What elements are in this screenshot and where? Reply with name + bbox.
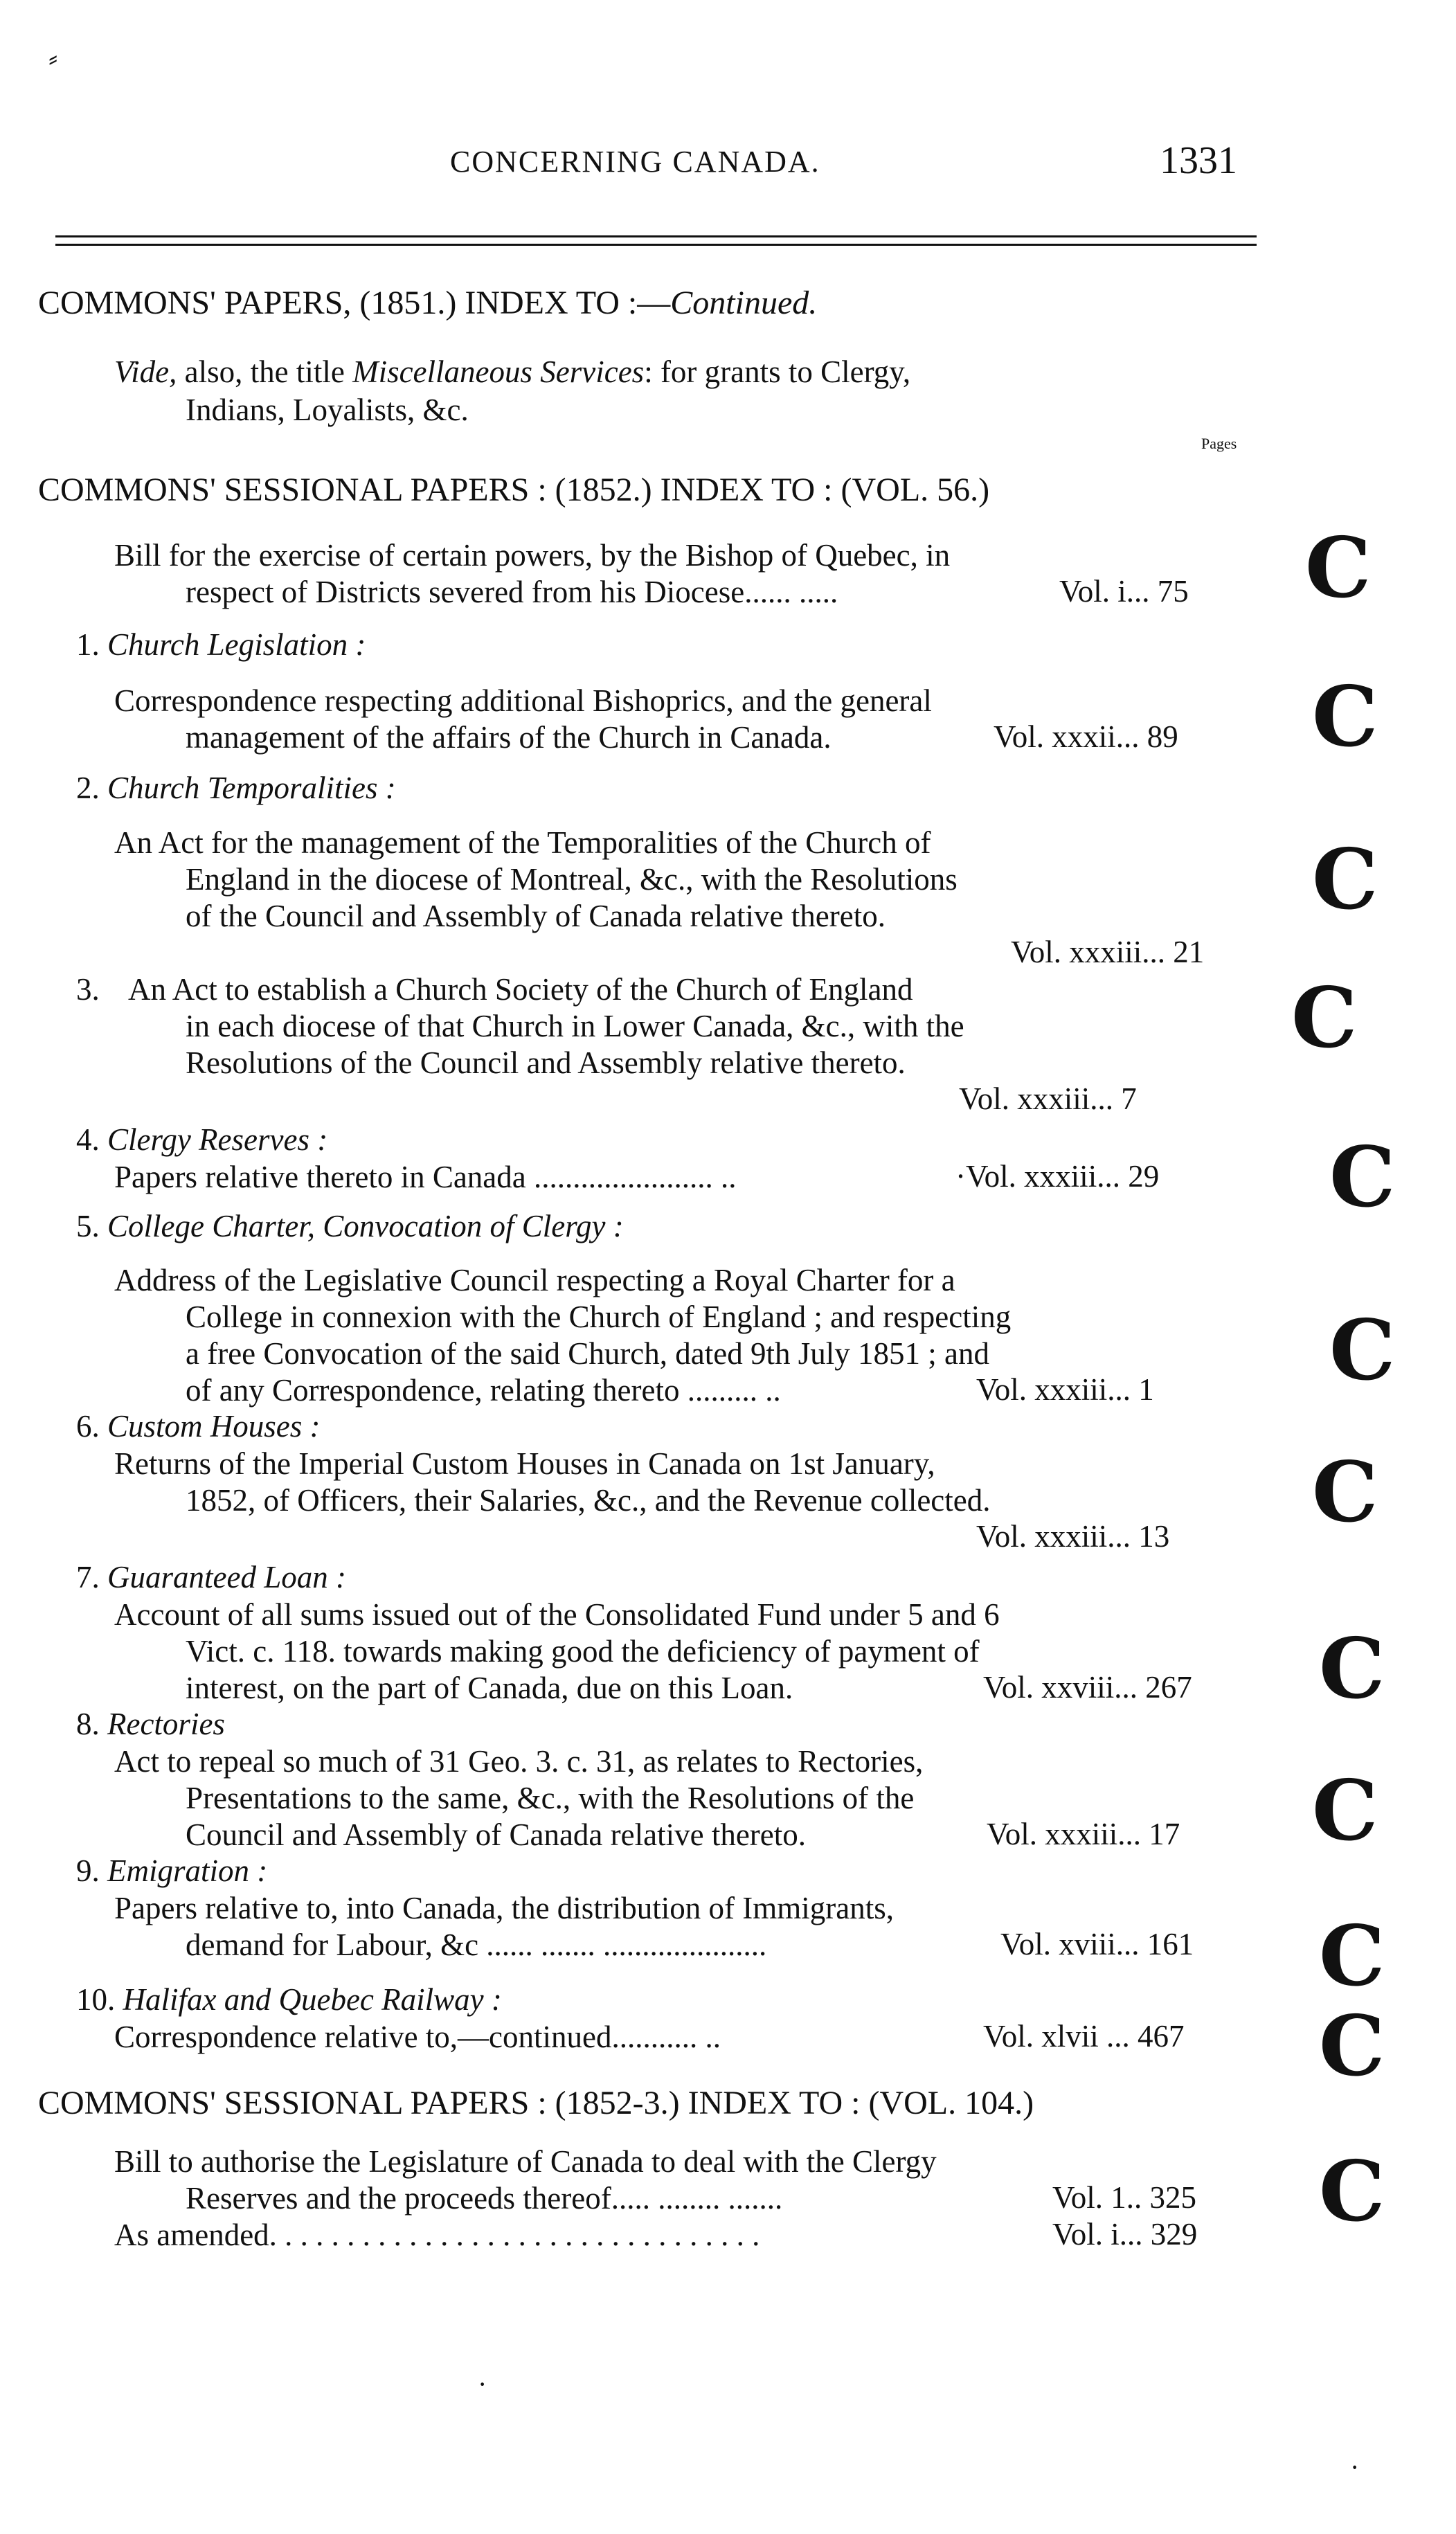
category-label: Emigration :: [107, 1853, 268, 1888]
volume-ref: Vol. 1.. 325: [1052, 2180, 1196, 2215]
intro-line-2: respect of Districts severed from his Diocese...... .....: [186, 575, 838, 609]
handwritten-c-mark-icon: C: [1319, 1907, 1385, 2005]
entry-line: An Act for the management of the Temporalities of the Church of: [114, 825, 931, 860]
handwritten-c-mark-icon: C: [1312, 1444, 1378, 1541]
category-heading: [76, 1706, 225, 1742]
intro-line-1: Bill for the exercise of certain powers, by the Bishop of Quebec, in: [114, 538, 951, 573]
heading-continued: Continued.: [670, 285, 818, 321]
item-number: 3.: [76, 972, 100, 1007]
entry-line: Bill to authorise the Legislature of Canada to deal with the Clergy: [114, 2144, 937, 2179]
volume-ref: ·Vol. xxxiii... 29: [955, 1159, 1160, 1194]
volume-ref: Vol. xxxiii... 21: [1011, 935, 1205, 969]
vide-word: Vide,: [114, 354, 177, 389]
header-rule: [55, 235, 1257, 237]
category-label: Guaranteed Loan :: [107, 1560, 346, 1594]
category-label: Halifax and Quebec Railway :: [123, 1982, 502, 2017]
item-number: 5.: [76, 1209, 100, 1243]
category-label: College Charter, Convocation of Clergy :: [107, 1209, 624, 1243]
item-number: 9.: [76, 1853, 100, 1888]
handwritten-c-mark-icon: C: [1329, 1302, 1396, 1399]
vide-mid: also, the title: [177, 354, 353, 389]
entry-line: College in connexion with the Church of England ; and respecting: [186, 1300, 1012, 1334]
item-number: 1.: [76, 627, 100, 662]
volume-ref: Vol. xxxiii... 7: [959, 1081, 1137, 1116]
entry-line: demand for Labour, &c ...... ....... .....................: [186, 1928, 767, 1962]
entry-line: Reserves and the proceeds thereof..... ........ .......: [186, 2181, 783, 2216]
entry-line: Council and Assembly of Canada relative thereto.: [186, 1817, 807, 1852]
category-heading: [76, 627, 366, 663]
handwritten-c-mark-icon: C: [1312, 1762, 1378, 1860]
entry-line: of any Correspondence, relating thereto ......... ..: [186, 1373, 781, 1408]
page-speck: ·: [1350, 2452, 1360, 2483]
volume-ref: Vol. xxxiii... 13: [976, 1519, 1170, 1554]
section-heading-1851: [38, 284, 817, 322]
corner-speck: ⸗: [48, 42, 58, 73]
handwritten-c-mark-icon: C: [1319, 2143, 1385, 2240]
pages-label: Pages: [1201, 435, 1237, 452]
vide-line: [114, 353, 910, 390]
volume-ref: Vol. xlvii ... 467: [983, 2019, 1185, 2054]
category-heading: [76, 1122, 327, 1158]
entry-line: As amended. . . . . . . . . . . . . . . . . . . . . . . . . . . . . . . .: [114, 2218, 760, 2252]
handwritten-c-mark-icon: C: [1319, 1620, 1385, 1718]
section-heading-1852: COMMONS' SESSIONAL PAPERS : (1852.) INDEX TO : (VOL. 56.): [38, 471, 990, 508]
entry-line: Account of all sums issued out of the Consolidated Fund under 5 and 6: [114, 1597, 1000, 1632]
vide-line-2: Indians, Loyalists, &c.: [186, 393, 469, 427]
header-rule-2: [55, 244, 1257, 246]
handwritten-c-mark-icon: C: [1319, 1997, 1385, 2095]
entry-line: of the Council and Assembly of Canada relative thereto.: [186, 899, 886, 933]
running-header: CONCERNING CANADA.: [450, 145, 820, 179]
item-number: 2.: [76, 771, 100, 805]
entry-line: Papers relative thereto in Canada ....................... ..: [114, 1160, 737, 1194]
section-heading-1852-3: COMMONS' SESSIONAL PAPERS : (1852-3.) INDEX TO : (VOL. 104.): [38, 2085, 1034, 2121]
item-number: 4.: [76, 1122, 100, 1157]
entry-line: Act to repeal so much of 31 Geo. 3. c. 31, as relates to Rectories,: [114, 1744, 924, 1779]
entry-line: England in the diocese of Montreal, &c., with the Resolutions: [186, 862, 958, 897]
entry-line: An Act to establish a Church Society of the Church of England: [128, 972, 913, 1007]
category-heading: [76, 1982, 502, 2018]
item-number: 7.: [76, 1560, 100, 1594]
category-label: Church Temporalities :: [107, 771, 396, 805]
entry-line: interest, on the part of Canada, due on this Loan.: [186, 1671, 793, 1705]
entry-line: Correspondence relative to,—continued........... ..: [114, 2020, 721, 2054]
item-number: 10.: [76, 1982, 116, 2017]
volume-ref: Vol. xxviii... 267: [983, 1670, 1192, 1705]
volume-ref: Vol. xxxiii... 17: [987, 1817, 1180, 1851]
category-heading: [76, 1559, 346, 1595]
handwritten-c-mark-icon: C: [1305, 519, 1372, 617]
volume-ref: Vol. xxxiii... 1: [976, 1372, 1154, 1407]
vide-rest: : for grants to Clergy,: [644, 354, 911, 389]
handwritten-c-mark-icon: C: [1312, 668, 1378, 766]
entry-line: Returns of the Imperial Custom Houses in Canada on 1st January,: [114, 1446, 935, 1481]
intro-volume-ref: Vol. i... 75: [1059, 574, 1189, 609]
volume-ref: Vol. xxxii... 89: [994, 719, 1178, 754]
entry-line: in each diocese of that Church in Lower Canada, &c., with the: [186, 1009, 964, 1043]
category-heading: [76, 1408, 321, 1444]
heading-text: COMMONS' PAPERS, (1851.) INDEX TO :—: [38, 285, 671, 321]
category-label: Custom Houses :: [107, 1409, 321, 1444]
entry-line: Presentations to the same, &c., with the Resolutions of the: [186, 1781, 915, 1815]
handwritten-c-mark-icon: C: [1312, 831, 1378, 928]
item-number: 6.: [76, 1409, 100, 1444]
volume-ref: Vol. i... 329: [1052, 2217, 1198, 2252]
handwritten-c-mark-icon: C: [1291, 969, 1358, 1067]
category-label: Church Legislation :: [107, 627, 366, 662]
entry-line: Vict. c. 118. towards making good the deficiency of payment of: [186, 1634, 980, 1669]
entry-line: Correspondence respecting additional Bishoprics, and the general: [114, 683, 932, 718]
page-speck: ·: [478, 2369, 487, 2400]
category-heading: [76, 1208, 624, 1244]
entry-line: Papers relative to, into Canada, the distribution of Immigrants,: [114, 1891, 895, 1925]
entry-line: Address of the Legislative Council respecting a Royal Charter for a: [114, 1263, 955, 1297]
entry-line: a free Convocation of the said Church, dated 9th July 1851 ; and: [186, 1336, 989, 1371]
page-number: 1331: [1160, 139, 1237, 182]
volume-ref: Vol. xviii... 161: [1000, 1927, 1194, 1961]
item-number: 8.: [76, 1707, 100, 1741]
category-label: Clergy Reserves :: [107, 1122, 328, 1157]
entry-line: 1852, of Officers, their Salaries, &c., and the Revenue collected.: [186, 1483, 991, 1518]
category-heading: [76, 770, 396, 806]
entry-line: management of the affairs of the Church in Canada.: [186, 720, 832, 755]
vide-title: Miscellaneous Services: [352, 354, 645, 389]
handwritten-c-mark-icon: C: [1329, 1129, 1396, 1226]
entry-line: Resolutions of the Council and Assembly relative thereto.: [186, 1045, 906, 1080]
category-label: Rectories: [107, 1707, 225, 1741]
category-heading: [76, 1853, 267, 1889]
